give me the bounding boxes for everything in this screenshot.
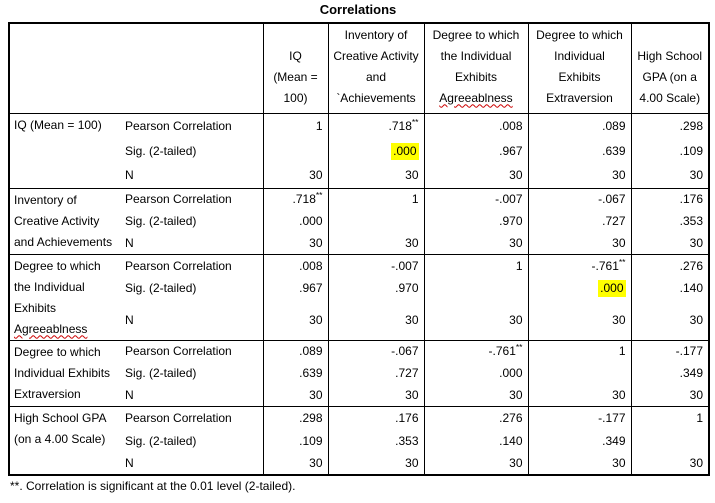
stat-label: Sig. (2-tailed) (125, 143, 197, 158)
col-header-agreeableness (424, 23, 528, 113)
value-cell: 30 (328, 384, 424, 406)
value-cell: 30 (328, 163, 424, 188)
group-agreeableness (9, 254, 709, 340)
header-row (9, 23, 709, 113)
value-cell: .008 (263, 254, 328, 277)
misspelled-word: Agreeablness (14, 321, 88, 336)
table-header (9, 23, 709, 113)
value-cell: 30 (631, 384, 709, 406)
value-cell: .000 (328, 138, 424, 163)
value-cell: .718** (263, 188, 328, 210)
value-cell (263, 138, 328, 163)
value-cell: .089 (528, 113, 631, 138)
value-cell: .089 (263, 340, 328, 362)
value-cell: .276 (424, 406, 528, 429)
row-label-creative-activity (9, 188, 121, 254)
value-cell: 30 (528, 232, 631, 254)
value-cell: 30 (528, 300, 631, 340)
stat-label: N (125, 235, 134, 250)
value-cell: .000 (424, 362, 528, 384)
value-cell: .970 (328, 277, 424, 301)
value-cell: 30 (528, 163, 631, 188)
row-label-text: Degree to which Individual Exhibits Extraversion (14, 344, 111, 401)
value-cell: .353 (631, 210, 709, 232)
row-label-text: Inventory of Creative Activity and Achievements (14, 192, 113, 249)
value-cell (424, 277, 528, 301)
value-cell: .718** (328, 113, 424, 138)
value-cell: 30 (328, 452, 424, 475)
value-cell (528, 362, 631, 384)
stat-label: Pearson Correlation (125, 118, 232, 133)
stat-label: Sig. (2-tailed) (125, 281, 197, 296)
row-label-extraversion (9, 340, 121, 406)
value-cell: 30 (528, 384, 631, 406)
value-cell: 30 (528, 452, 631, 475)
value-cell: 30 (631, 163, 709, 188)
stat-label: N (125, 168, 134, 183)
value-cell: 30 (424, 384, 528, 406)
stat-label: Pearson Correlation (125, 344, 232, 359)
value-cell: .967 (263, 277, 328, 301)
value-cell: 30 (424, 232, 528, 254)
stat-label: N (125, 387, 134, 402)
value-cell: -.177 (631, 340, 709, 362)
value-cell: 30 (263, 232, 328, 254)
value-cell: 30 (424, 163, 528, 188)
value-cell: 30 (631, 452, 709, 475)
group-creative-activity (9, 188, 709, 254)
value-cell: .008 (424, 113, 528, 138)
group-gpa (9, 406, 709, 475)
value-cell: .639 (263, 362, 328, 384)
value-cell: 30 (631, 300, 709, 340)
value-cell: 1 (424, 254, 528, 277)
value-cell: 1 (528, 340, 631, 362)
value-cell: .967 (424, 138, 528, 163)
value-cell: 30 (424, 300, 528, 340)
col-header-gpa: High School GPA (on a 4.00 Scale) (631, 23, 709, 113)
value-cell: 30 (263, 300, 328, 340)
value-cell: 30 (424, 452, 528, 475)
value-cell: -.761** (528, 254, 631, 277)
header-text: Degree to which the Individual Exhibits (432, 27, 520, 84)
col-header-creative-activity: Inventory of Creative Activity and `Achievements (328, 23, 424, 113)
stat-row-pearson (9, 113, 709, 138)
table-title: Correlations (319, 2, 397, 17)
row-label-text: High School GPA (on a 4.00 Scale) (14, 410, 106, 446)
value-cell: .970 (424, 210, 528, 232)
stat-label: Sig. (2-tailed) (125, 433, 197, 448)
value-cell: .109 (263, 429, 328, 452)
value-cell: .000 (263, 210, 328, 232)
value-cell: 30 (263, 384, 328, 406)
stat-row-pearson (9, 254, 709, 277)
value-cell: 1 (263, 113, 328, 138)
group-extraversion (9, 340, 709, 406)
row-label-text: Degree to which the Individual Exhibits (14, 258, 101, 315)
value-cell: .109 (631, 138, 709, 163)
stat-row-pearson (9, 188, 709, 210)
value-cell: .140 (424, 429, 528, 452)
value-cell: -.007 (328, 254, 424, 277)
value-cell: 30 (328, 232, 424, 254)
value-cell: .349 (631, 362, 709, 384)
value-cell: 1 (328, 188, 424, 210)
value-cell: -.067 (328, 340, 424, 362)
stat-label: N (125, 456, 134, 470)
stat-label: Sig. (2-tailed) (125, 214, 197, 228)
value-cell: .353 (328, 429, 424, 452)
value-cell (631, 429, 709, 452)
correlations-table (8, 22, 710, 476)
value-cell: 30 (263, 452, 328, 475)
value-cell: -.177 (528, 406, 631, 429)
value-cell: .176 (328, 406, 424, 429)
value-cell: -.067 (528, 188, 631, 210)
value-cell: .176 (631, 188, 709, 210)
value-cell (328, 210, 424, 232)
row-label-agreeableness (9, 254, 121, 340)
value-cell: -.761** (424, 340, 528, 362)
group-iq (9, 113, 709, 188)
stat-label: Pearson Correlation (125, 410, 232, 425)
value-cell: 30 (631, 232, 709, 254)
value-cell: -.007 (424, 188, 528, 210)
value-cell: 1 (631, 406, 709, 429)
value-cell: .727 (328, 362, 424, 384)
value-cell: .276 (631, 254, 709, 277)
value-cell: .000 (528, 277, 631, 301)
row-label-gpa (9, 406, 121, 475)
value-cell: 30 (328, 300, 424, 340)
stat-label: Pearson Correlation (125, 192, 232, 207)
row-label-text: IQ (Mean = 100) (14, 117, 102, 132)
stat-label: N (125, 312, 134, 327)
col-header-extraversion: Degree to which Individual Exhibits Extraversion (528, 23, 631, 113)
value-cell: 30 (263, 163, 328, 188)
stat-label: Pearson Correlation (125, 258, 232, 273)
corner-cell (9, 23, 263, 113)
stat-row-pearson (9, 406, 709, 429)
col-header-iq: IQ (Mean = 100) (263, 23, 328, 113)
stat-label: Sig. (2-tailed) (125, 366, 197, 380)
value-cell: .298 (631, 113, 709, 138)
value-cell: .140 (631, 277, 709, 301)
row-label-iq (9, 113, 121, 188)
value-cell: .727 (528, 210, 631, 232)
misspelled-word: Agreeablness (439, 90, 513, 105)
value-cell: .639 (528, 138, 631, 163)
stat-row-pearson (9, 340, 709, 362)
value-cell: .349 (528, 429, 631, 452)
significance-footnote: **. Correlation is significant at the 0.01 level (2-tailed). (10, 479, 296, 493)
value-cell: .298 (263, 406, 328, 429)
